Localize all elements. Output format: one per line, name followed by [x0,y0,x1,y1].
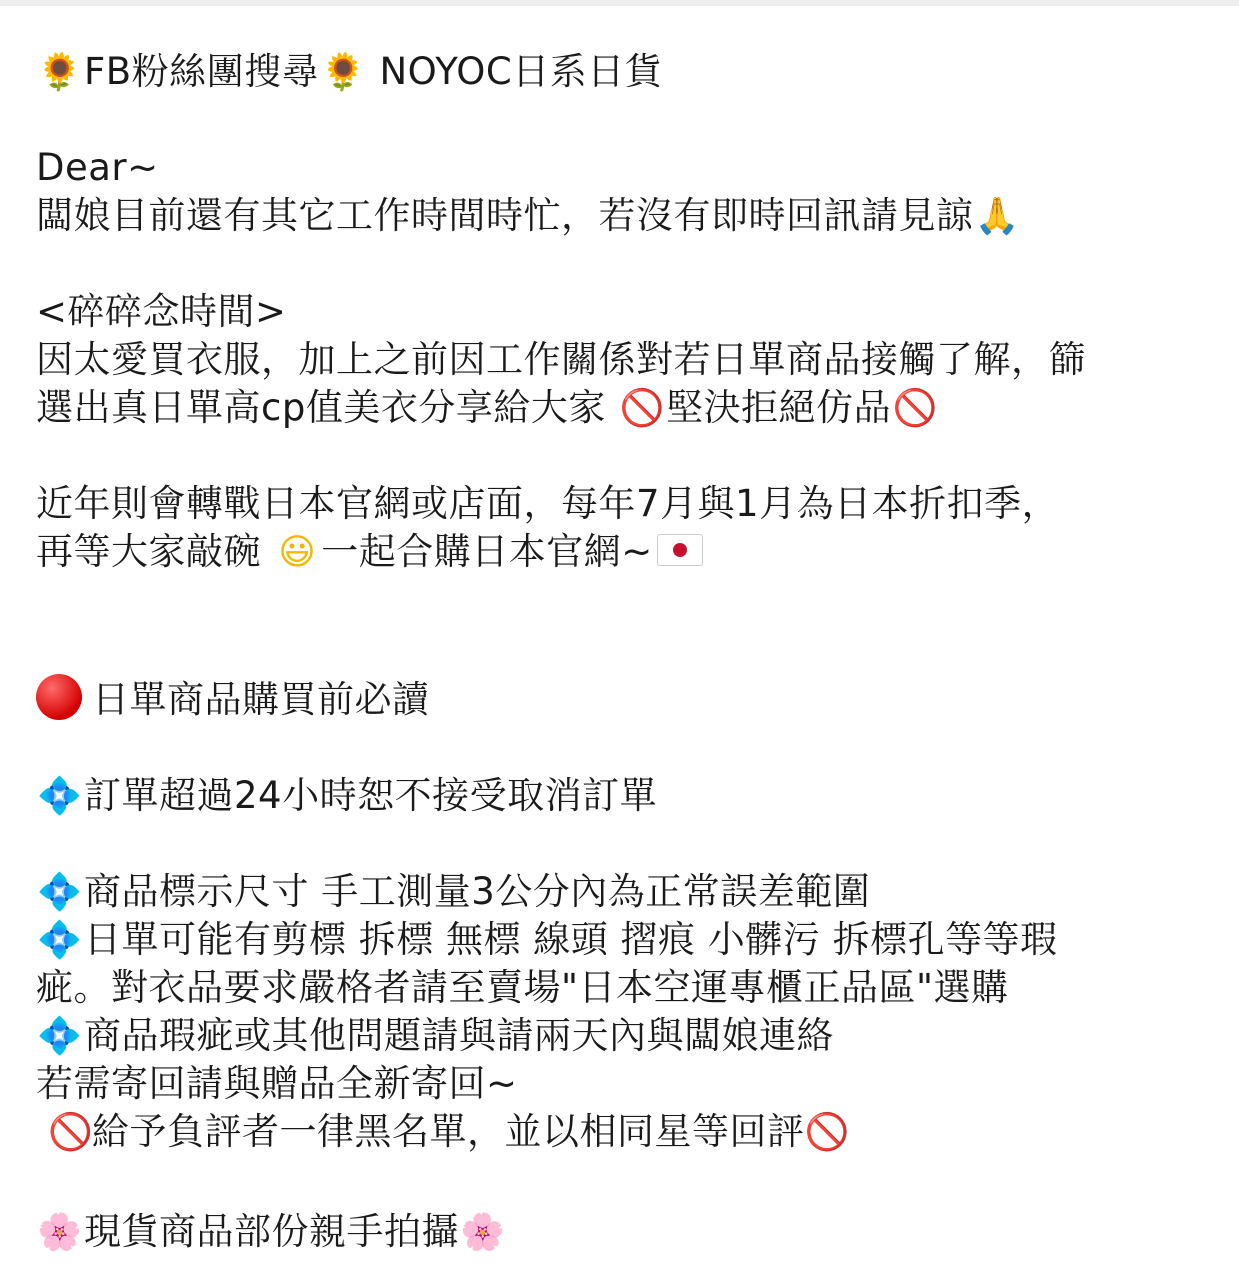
japan-flag-icon [657,534,703,566]
return-note-text: 若需寄回請與贈品全新寄回~ [36,1062,518,1105]
no-fakes-text: 堅決拒絕仿品 [666,386,892,429]
defect-note-text-1: 日單可能有剪標 拆標 無標 線頭 摺痕 小髒污 拆標孔等等瑕 [84,918,1058,961]
no-entry-icon: 🚫 [804,1112,850,1153]
fb-search-text: FB粉絲團搜尋 [84,50,320,93]
diamond-icon: 💠 [37,872,83,913]
negative-review-text: 給予負評者一律黑名單，並以相同星等回評 [92,1110,805,1153]
must-read-heading [36,674,1219,724]
sunflower-icon: 🌻 [37,52,83,93]
size-note-line [36,868,1219,917]
intro-text-1: 因太愛買衣服，加上之前因工作關係對若日單商品接觸了解，篩 [36,338,1086,381]
photo-note-text: 現貨商品部份親手拍攝 [84,1210,459,1253]
busy-notice-line [36,192,1219,241]
defect-note-line-1 [36,916,1219,965]
negative-review-line [48,1108,1219,1157]
return-note-line [36,1060,1219,1108]
defect-note-line-2 [36,964,1219,1012]
sale-season-line-1 [36,480,1219,528]
diamond-icon: 💠 [37,1016,83,1057]
smile-icon: 😃 [278,532,317,573]
red-circle-icon [36,674,82,720]
diamond-icon: 💠 [37,776,83,817]
sale-season-text-1: 近年則會轉戰日本官網或店面，每年7月與1月為日本折扣季， [36,482,1060,525]
photo-note-line [36,1208,1219,1257]
shop-name-text: NOYOC日系日貨 [379,50,663,93]
pray-icon: 🙏 [974,196,1021,237]
greeting-text: Dear~ [36,146,159,189]
intro-line-1 [36,336,1219,384]
no-entry-icon: 🚫 [892,388,938,429]
ramble-heading [36,288,1219,336]
no-entry-icon: 🚫 [48,1112,94,1153]
sunflower-icon: 🌻 [320,52,366,93]
diamond-icon: 💠 [37,920,83,961]
cancel-policy-text: 訂單超過24小時恕不接受取消訂單 [84,774,658,817]
post-content [0,6,1239,1280]
no-entry-icon: 🚫 [619,388,665,429]
must-read-text: 日單商品購買前必讀 [92,678,430,721]
greeting-line [36,144,1219,192]
contact-note-text: 商品瑕疵或其他問題請與請兩天內與闆娘連絡 [84,1014,834,1057]
group-buy-text: 一起合購日本官網~ [321,530,653,573]
intro-text-2: 選出真日單高cp值美衣分享給大家 [36,386,606,429]
busy-notice-text: 闆娘目前還有其它工作時間時忙，若沒有即時回訊請見諒 [36,194,974,237]
intro-line-2 [36,384,1219,433]
cherry-blossom-icon: 🌸 [460,1212,506,1253]
fb-fanpage-line [36,48,1219,97]
size-note-text: 商品標示尺寸 手工測量3公分內為正常誤差範圍 [84,870,871,913]
contact-note-line [36,1012,1219,1061]
defect-note-text-2: 疵。對衣品要求嚴格者請至賣場"日本空運專櫃正品區"選購 [36,966,1009,1009]
sale-season-line-2 [36,528,1219,577]
sale-season-text-2: 再等大家敲碗 [36,530,261,573]
ramble-heading-text: <碎碎念時間> [36,290,287,333]
cherry-blossom-icon: 🌸 [37,1212,83,1253]
cancel-policy-line [36,772,1219,821]
